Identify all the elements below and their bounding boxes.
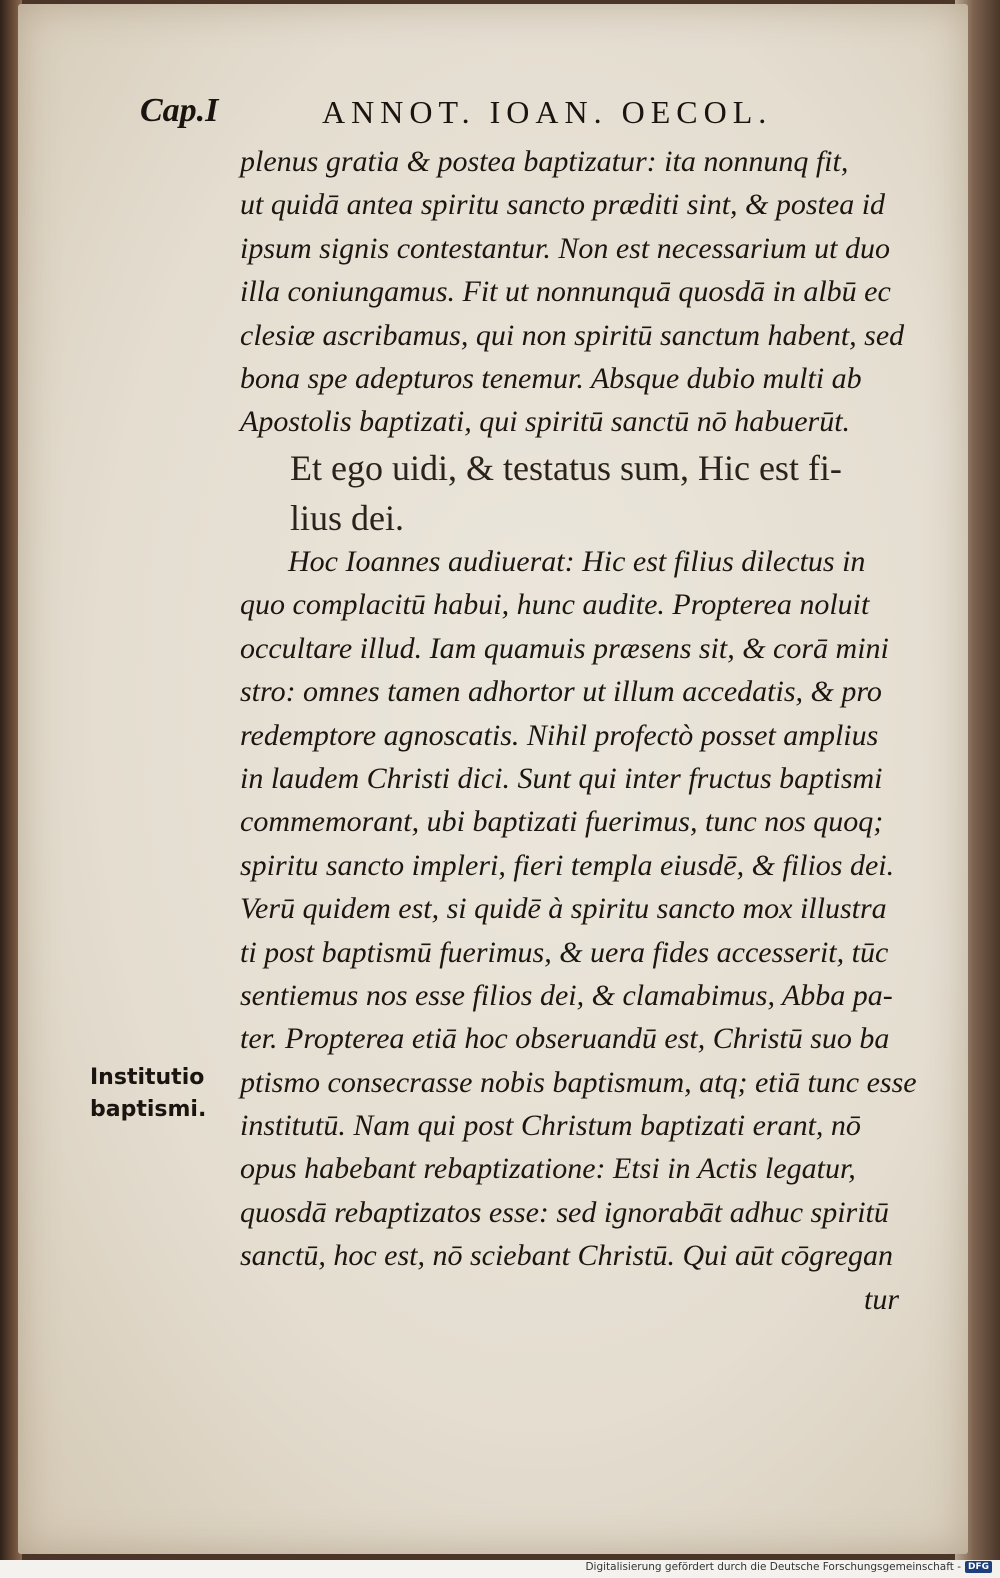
credit-text: Digitalisierung gefördert durch die Deutsche Forschungsgemeinschaft - [585, 1561, 961, 1573]
text-line: quo complacitū habui, hunc audite. Propterea noluit [240, 588, 870, 622]
lemma-line: lius dei. [290, 498, 404, 538]
text-line: ipsum signis contestantur. Non est necessarium ut duo [240, 231, 890, 265]
text-line: Verū quidem est, si quidē à spiritu sancto mox illustra [240, 892, 887, 926]
text-line: institutū. Nam qui post Christum baptizati erant, nō [240, 1109, 861, 1143]
text-line: illa coniungamus. Fit ut nonnunquā quosdā in albū ec [240, 275, 891, 309]
text-line: opus habebant rebaptizatione: Etsi in Actis legatur, [240, 1152, 856, 1186]
text-line: stro: omnes tamen adhortor ut illum accedatis, & pro [240, 675, 882, 709]
marginal-note-line: baptismi. [90, 1097, 207, 1122]
text-line: ter. Propterea etiā hoc obseruandū est, Christū suo ba [240, 1022, 890, 1056]
text-line: plenus gratia & postea baptizatur: ita nonnunq fit, [240, 145, 849, 178]
dfg-logo-icon: DFG [965, 1561, 992, 1573]
lemma-line: Et ego uidi, & testatus sum, Hic est fi- [290, 448, 842, 488]
running-title: ANNOT. IOAN. OECOL. [322, 94, 773, 130]
text-line: ti post baptismū fuerimus, & uera fides accesserit, tūc [240, 935, 889, 969]
text-line: Hoc Ioannes audiuerat: Hic est filius dilectus in [288, 545, 866, 578]
text-line: occultare illud. Iam quamuis præsens sit, & corā mini [240, 631, 889, 665]
text-line: ptismo consecrasse nobis baptismum, atq; etiā tunc esse [240, 1065, 917, 1099]
text-line: in laudem Christi dici. Sunt qui inter fructus baptismi [240, 761, 883, 795]
catchword: tur [864, 1282, 900, 1316]
text-line: sentiemus nos esse filios dei, & clamabimus, Abba pa- [240, 978, 893, 1012]
funding-credit [585, 1561, 992, 1573]
page-header [140, 92, 860, 142]
text-line: commemorant, ubi baptizati fuerimus, tunc nos quoq; [240, 805, 884, 839]
scripture-lemma [290, 443, 910, 543]
text-line: Apostolis baptizati, qui spiritū sanctū nō habuerūt. [240, 405, 851, 439]
marginal-note [90, 1062, 230, 1126]
text-line: spiritu sancto impleri, fieri templa eiusdē, & filios dei. [240, 848, 895, 882]
body-paragraph [240, 140, 920, 444]
chapter-label: Cap.I [140, 92, 219, 129]
text-line: quosdā rebaptizatos esse: sed ignorabāt adhuc spiritū [240, 1195, 889, 1229]
text-line: bona spe adepturos tenemur. Absque dubio multi ab [240, 361, 862, 395]
marginal-note-line: Institutio [90, 1065, 205, 1090]
text-line: redemptore agnoscatis. Nihil profectò posset amplius [240, 718, 879, 752]
commentary-paragraph [240, 540, 920, 1321]
text-line: ut quidā antea spiritu sancto præditi sint, & postea id [240, 188, 886, 222]
text-line: sanctū, hoc est, nō sciebant Christū. Qui aūt cōgregan [240, 1239, 893, 1273]
text-line: clesiæ ascribamus, qui non spiritū sanctum habent, sed [240, 318, 905, 352]
